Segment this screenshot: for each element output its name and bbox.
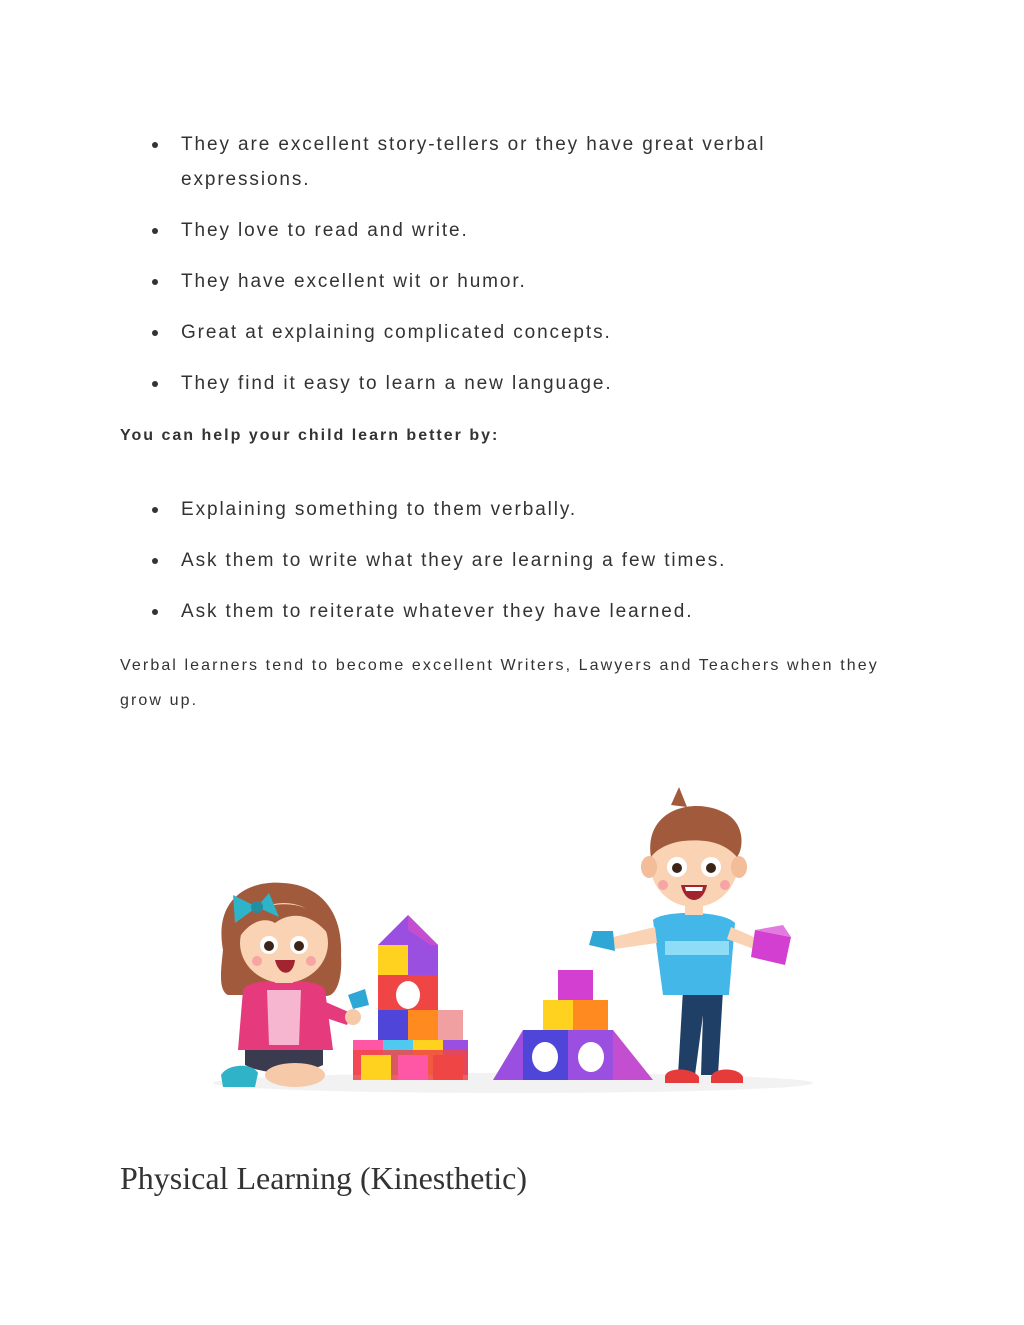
list-item [120,492,900,527]
list-item-text: Explaining something to them verbally. [181,499,578,520]
list-item-text: They are excellent story-tellers or they have great verbal expressions. [181,134,766,190]
bullet-icon [152,507,158,513]
list-item-text: Ask them to write what they are learning a few times. [181,550,727,571]
help-tips-list [120,492,900,645]
bullet-icon [152,279,158,285]
verbal-traits-list [120,127,900,417]
list-item-text: They have excellent wit or humor. [181,271,527,292]
list-item [120,127,900,197]
block-pyramid-right [493,970,653,1080]
list-item [120,264,900,299]
bullet-icon [152,558,158,564]
help-heading: You can help your child learn better by: [120,427,500,444]
list-item-text: Ask them to reiterate whatever they have learned. [181,601,694,622]
list-item [120,315,900,350]
block-tower-left [353,915,468,1080]
list-item [120,543,900,578]
list-item-text: They love to read and write. [181,220,469,241]
bullet-icon [152,609,158,615]
list-item [120,366,900,401]
list-item-text: They find it easy to learn a new language. [181,373,613,394]
section-title: Physical Learning (Kinesthetic) [120,1160,527,1196]
bullet-icon [152,142,158,148]
bullet-icon [152,330,158,336]
list-item [120,213,900,248]
bullet-icon [152,381,158,387]
girl-figure [221,883,369,1087]
list-item-text: Great at explaining complicated concepts. [181,322,612,343]
closing-paragraph: Verbal learners tend to become excellent Writers, Lawyers and Teachers when they grow up. [120,657,879,709]
kids-playing-blocks-illustration [183,745,843,1115]
bullet-icon [152,228,158,234]
list-item [120,594,900,629]
